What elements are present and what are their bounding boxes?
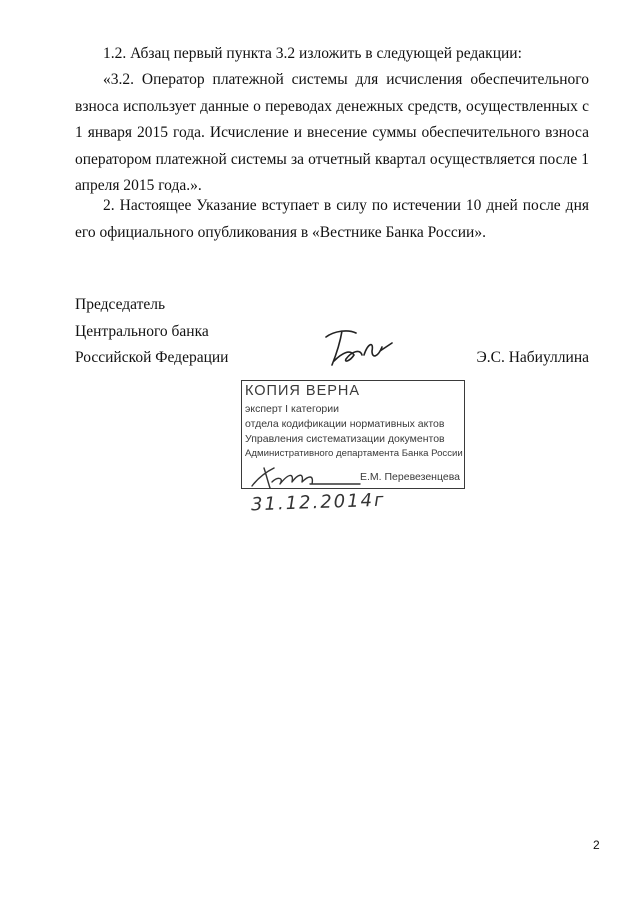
stamp-directorate: Административного департамента Банка России bbox=[245, 448, 463, 459]
paragraph-quote-3-2: «3.2. Оператор платежной системы для исчисления обеспечительного взноса использует данные о переводах денежных средств, осуществленных с 1 января 2015 года. Исчисление и внесение суммы обеспечительного взноса оператором платежной системы за отчетный квартал осуществляется после 1 апреля 2015 года.». bbox=[75, 71, 589, 194]
signature-title-line-1: Председатель bbox=[75, 296, 166, 313]
stamp-department: отдела кодификации нормативных актов bbox=[245, 418, 445, 430]
stamp-title: КОПИЯ ВЕРНА bbox=[245, 383, 361, 399]
stamp-handwritten-signature bbox=[248, 464, 363, 492]
signature-title-line-2: Центрального банка bbox=[75, 322, 209, 340]
stamp-signer: Е.М. Перевезенцева bbox=[360, 471, 461, 483]
paragraph-1-2: 1.2. Абзац первый пункта 3.2 изложить в следующей редакции: bbox=[103, 45, 522, 62]
handwritten-signature bbox=[320, 325, 400, 370]
signature-title-text: Российской Федерации bbox=[75, 349, 229, 366]
stamp-division: Управления систематизации документов bbox=[245, 433, 445, 445]
stamp-handwritten-date: 31.12.2014г bbox=[250, 489, 386, 516]
stamp-position: эксперт I категории bbox=[245, 403, 339, 415]
paragraph-2: 2. Настоящее Указание вступает в силу по истечении 10 дней после дня его официального опубликования в «Вестнике Банка России». bbox=[75, 197, 589, 241]
signatory-name: Э.С. Набиуллина bbox=[476, 349, 589, 366]
page-number: 2 bbox=[593, 838, 600, 852]
